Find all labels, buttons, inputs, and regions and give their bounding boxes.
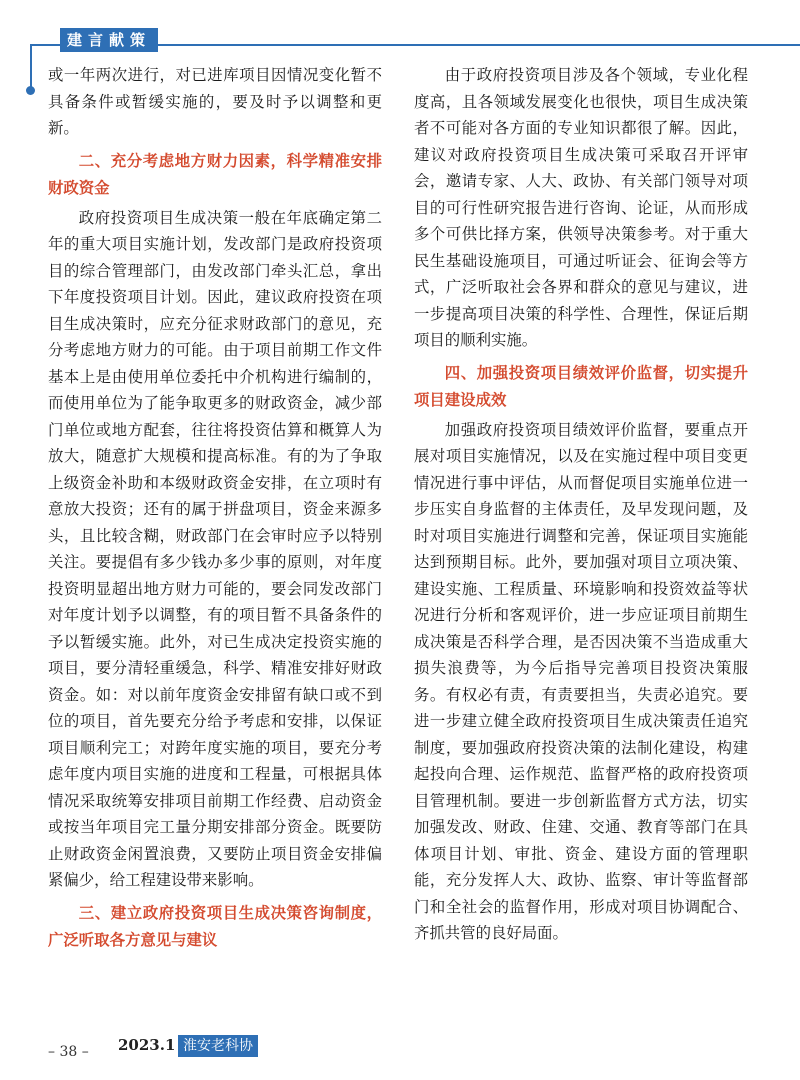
- section-tag: 建言献策: [60, 28, 158, 52]
- header-dot: [26, 86, 35, 95]
- right-column: [414, 62, 748, 1012]
- section-heading-4: 四、加强投资项目绩效评价监督，切实提升项目建设成效: [414, 363, 748, 409]
- body-paragraph: 由于政府投资项目涉及各个领域，专业化程度高，且各领域发展变化也很快，项目生成决策者不可能对各方面的专业知识都很了解。因此，建议对政府投资项目生成决策可采取召开评审会，邀请专家、人大、政协、有关部门领导对项目的可行性研究报告进行咨询、论证，从而形成多个可供比择方案，供领导决策参考。对于重大民生基础设施项目，可通过听证会、征询会等方式，广泛听取社会各界和群众的意见与建议，进一步提高项目决策的科学性、合理性，保证后期项目的顺利实施。: [414, 66, 748, 349]
- left-column: [48, 62, 382, 1012]
- header-vertical-rule: [30, 44, 32, 88]
- section-heading-2: 二、充分考虑地方财力因素，科学精准安排财政资金: [48, 151, 382, 197]
- body-paragraph: 加强政府投资项目绩效评价监督，要重点开展对项目实施情况，以及在实施过程中项目变更情况进行事中评估，从而督促项目实施单位进一步压实自身监督的主体责任，及早发现问题，及时对项目实施进行调整和完善，保证项目实施能达到预期目标。此外，要加强对项目立项决策、建设实施、工程质量、环境影响和投资效益等状况进行分析和客观评价，进一步应证项目前期生成决策是否科学合理，是否因决策不当造成重大损失浪费等，为今后指导完善项目投资决策服务。有权必有责，有责要担当，失责必追究。要进一步建立健全政府投资项目生成决策责任追究制度，要加强政府投资决策的法制化建设，构建起投向合理、运作规范、监督严格的政府投资项目管理机制。要进一步创新监督方式方法，切实加强发改、财政、住建、交通、教育等部门在具体项目计划、审批、资金、建设方面的管理职能，充分发挥人大、政协、监察、审计等监督部门和全社会的监督作用，形成对项目协调配合、齐抓共管的良好局面。: [414, 420, 748, 942]
- body-paragraph: 政府投资项目生成决策一般在年底确定第二年的重大项目实施计划，发改部门是政府投资项目的综合管理部门，由发改部门牵头汇总，拿出下年度投资项目计划。因此，建议政府投资在项目生成决策时，应充分征求财政部门的意见，充分考虑地方财力的可能。由于项目前期工作文件基本上是由使用单位委托中介机构进行编制的，而使用单位为了能争取更多的财政资金，减少部门单位或地方配套，往往将投资估算和概算人为放大，随意扩大规模和提高标准。有的为了争取上级资金补助和本级财政资金安排，在立项时有意放大投资；还有的属于拼盘项目，资金来源多头，且比较含糊，财政部门在会审时应予以特别关注。要提倡有多少钱办多少事的原则，对年度投资明显超出地方财力可能的，要会同发改部门对年度计划予以调整，有的项目暂不具备条件的予以暂缓实施。此外，对已生成决定投资实施的项目，要分清轻重缓急，科学、精准安排好财政资金。如：对以前年度资金安排留有缺口或不到位的项目，首先要充分给予考虑和安排，以保证项目顺利完工；对跨年度实施的项目，要充分考虑年度内项目实施的进度和工程量，可根据具体情况采取统筹安排项目前期工作经费、启动资金或按当年项目完工量分期安排部分资金。既要防止财政资金闲置浪费，又要防止项目资金安排偏紧偏少，给工程建设带来影响。: [48, 208, 382, 889]
- continued-paragraph: 或一年两次进行，对已进库项目因情况变化暂不具备条件或暂缓实施的，要及时予以调整和更新。: [48, 66, 382, 137]
- section-heading-3: 三、建立政府投资项目生成决策咨询制度，广泛听取各方意见与建议: [48, 903, 382, 949]
- magazine-name: 淮安老科协: [178, 1035, 258, 1057]
- issue-label: 2023.1: [118, 1036, 176, 1054]
- page-number: – 38 –: [48, 1044, 89, 1060]
